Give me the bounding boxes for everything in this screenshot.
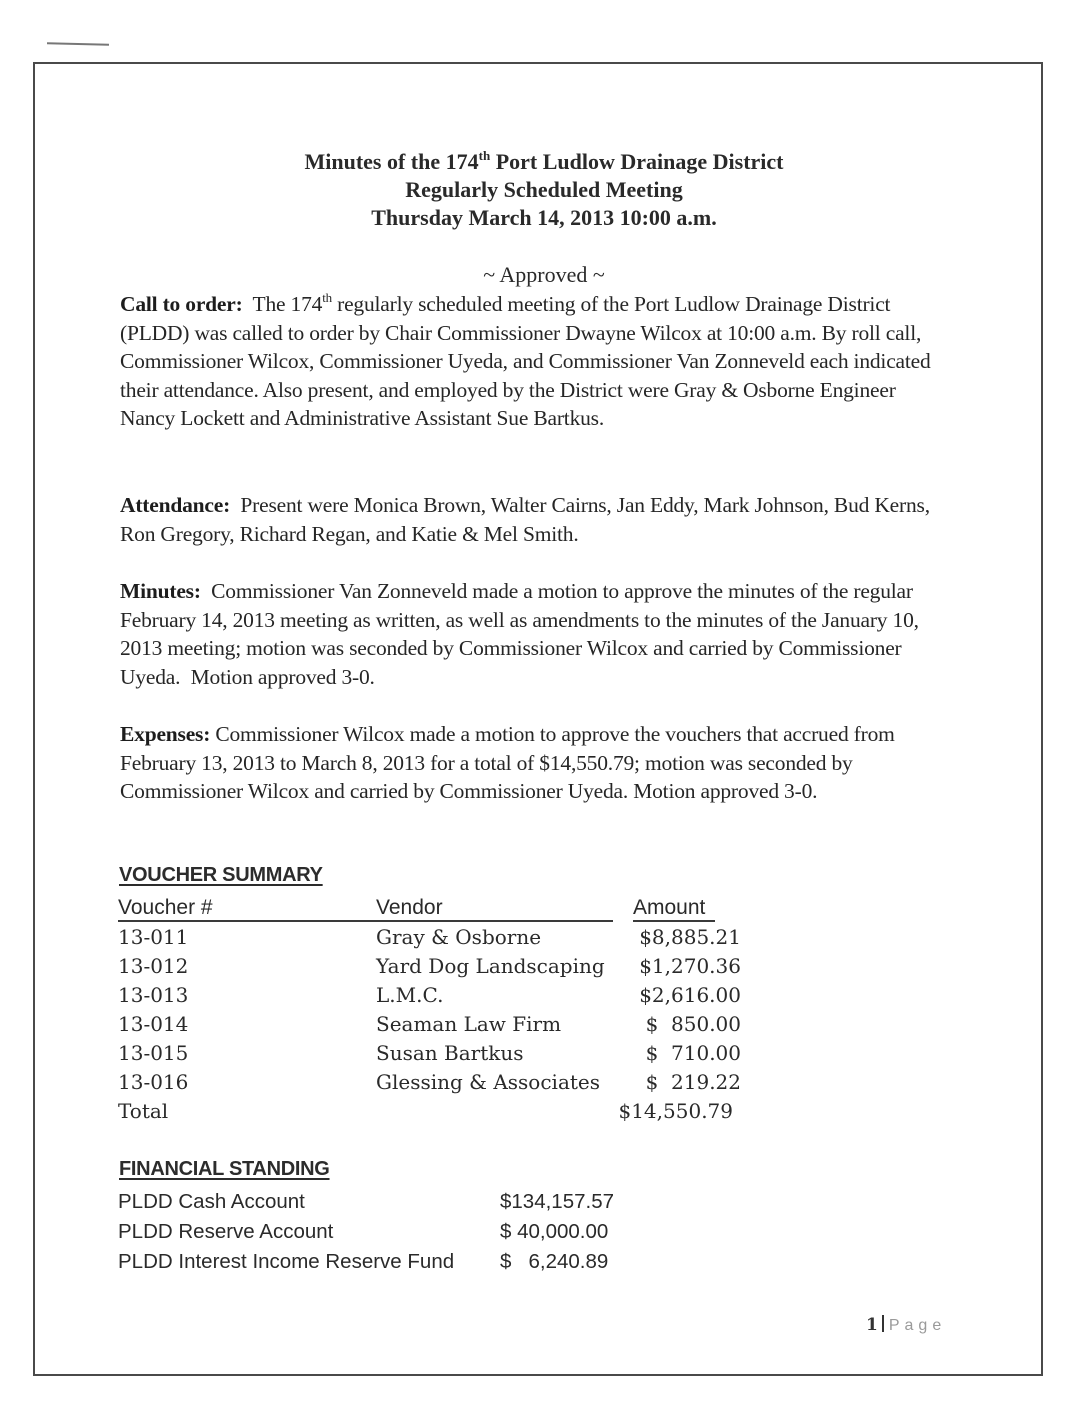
page-label: Page xyxy=(888,1317,947,1334)
total-amount: $14,550.79 xyxy=(618,1099,733,1123)
title-line-2: Regularly Scheduled Meeting xyxy=(405,177,683,202)
title-line-1: Minutes of the 174th Port Ludlow Drainage District xyxy=(304,148,784,174)
page-footer xyxy=(866,1315,946,1335)
column-header-amount: Amount xyxy=(633,896,706,919)
voucher-summary-heading: VOUCHER SUMMARY xyxy=(119,864,323,886)
header-underline xyxy=(633,920,715,922)
attendance-paragraph: Attendance: Present were Monica Brown, Walter Cairns, Jan Eddy, Mark Johnson, Bud Kerns, Ron Gregory, Richard Regan, and Katie & Mel Smith. xyxy=(120,493,936,546)
minutes-paragraph: Minutes: Commissioner Van Zonneveld made a motion to approve the minutes of the regular February 14, 2013 meeting as written, as well as amendments to the minutes of the January 10, 2013 meeting; motion was seconded by Commissioner Wilcox and carried by Commissioner Uyeda. Motion approved 3-0. xyxy=(120,579,924,689)
page-number: 1 xyxy=(866,1315,878,1335)
header-underline xyxy=(118,920,613,922)
minutes-label: Minutes: xyxy=(120,579,201,603)
approval-status: ~ Approved ~ xyxy=(483,262,605,287)
financial-standing-heading: FINANCIAL STANDING xyxy=(119,1158,330,1180)
column-header-voucher: Voucher # xyxy=(118,896,213,919)
expenses-label: Expenses: xyxy=(120,722,211,746)
scan-stray-mark xyxy=(47,42,109,46)
call-to-order-paragraph: Call to order: The 174th regularly scheduled meeting of the Port Ludlow Drainage District (PLDD) was called to order by Chair Commissioner Dwayne Wilcox at 10:00 a.m. By roll call, Commissioner Wilcox, Commissioner Uyeda, and Commissioner Van Zonneveld each indicated their attendance. Also present, and employed by the District were Gray & Osborne Engineer Nancy Lockett and Administrative Assistant Sue Bartkus. xyxy=(120,290,931,430)
total-label: Total xyxy=(118,1099,169,1123)
document-title xyxy=(0,148,1088,232)
call-to-order-label: Call to order: xyxy=(120,292,243,316)
expenses-paragraph: Expenses: Commissioner Wilcox made a motion to approve the vouchers that accrued from February 13, 2013 to March 8, 2013 for a total of $14,550.79; motion was seconded by Commissioner Wilcox and carried by Commissioner Uyeda. Motion approved 3-0. xyxy=(120,722,900,803)
page-separator xyxy=(882,1315,884,1332)
column-header-vendor: Vendor xyxy=(376,896,443,919)
title-line-3: Thursday March 14, 2013 10:00 a.m. xyxy=(371,205,717,230)
attendance-label: Attendance: xyxy=(120,493,231,517)
